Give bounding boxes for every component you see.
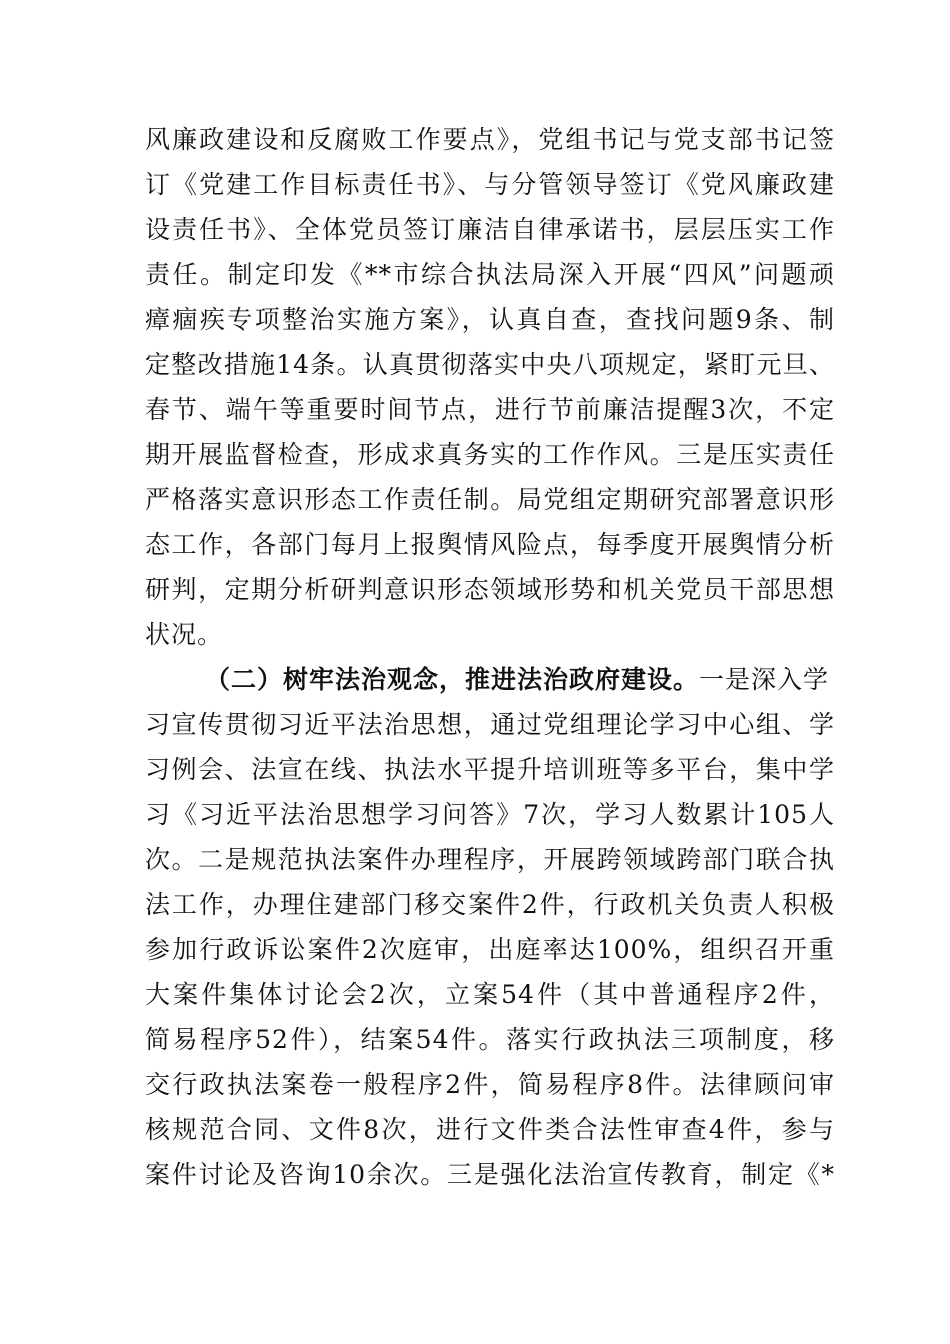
- paragraph-line: 订《党建工作目标责任书》、与分管领导签订《党风廉政建: [145, 170, 835, 199]
- paragraph-line: 核规范合同、文件8次，进行文件类合法性审查4件，参与: [145, 1115, 835, 1144]
- paragraph-line: 大案件集体讨论会2次，立案54件（其中普通程序2件，: [145, 980, 835, 1009]
- paragraph-line: 设责任书》、全体党员签订廉洁自律承诺书，层层压实工作: [145, 215, 835, 244]
- paragraph-line: 风廉政建设和反腐败工作要点》，党组书记与党支部书记签: [145, 125, 835, 154]
- paragraph-line: 定整改措施14条。认真贯彻落实中央八项规定，紧盯元旦、: [145, 350, 835, 379]
- paragraph-line: 参加行政诉讼案件2次庭审，出庭率达100%，组织召开重: [145, 935, 835, 964]
- paragraph-line: 法工作，办理住建部门移交案件2件，行政机关负责人积极: [145, 890, 835, 919]
- paragraph-line: 次。二是规范执法案件办理程序，开展跨领域跨部门联合执: [145, 845, 835, 874]
- paragraph-line: 瘴痼疾专项整治实施方案》，认真自查，查找问题9条、制: [145, 305, 835, 334]
- paragraph-line: 期开展监督检查，形成求真务实的工作作风。三是压实责任: [145, 440, 835, 469]
- paragraph-line: 研判，定期分析研判意识形态领域形势和机关党员干部思想: [145, 575, 835, 604]
- section-heading-line: [205, 660, 835, 700]
- paragraph-line: 状况。: [145, 620, 224, 649]
- paragraph-line: 简易程序52件），结案54件。落实行政执法三项制度，移: [145, 1025, 835, 1054]
- paragraph-line: 交行政执法案卷一般程序2件，简易程序8件。法律顾问审: [145, 1070, 835, 1099]
- paragraph-line: 习例会、法宣在线、执法水平提升培训班等多平台，集中学: [145, 755, 835, 784]
- paragraph-line: 习宣传贯彻习近平法治思想，通过党组理论学习中心组、学: [145, 710, 835, 739]
- paragraph-line: 态工作，各部门每月上报舆情风险点，每季度开展舆情分析: [145, 530, 835, 559]
- paragraph-line: 严格落实意识形态工作责任制。局党组定期研究部署意识形: [145, 485, 835, 514]
- section-heading: （二）树牢法治观念，推进法治政府建设。: [205, 665, 700, 694]
- paragraph-line: 责任。制定印发《**市综合执法局深入开展“四风”问题顽: [145, 260, 835, 289]
- paragraph-line: 春节、端午等重要时间节点，进行节前廉洁提醒3次，不定: [145, 395, 835, 424]
- paragraph-line: 习《习近平法治思想学习问答》7次，学习人数累计105人: [145, 800, 835, 829]
- heading-line-rest: 一是深入学: [699, 665, 830, 694]
- paragraph-line: 案件讨论及咨询10余次。三是强化法治宣传教育，制定《*: [145, 1160, 835, 1189]
